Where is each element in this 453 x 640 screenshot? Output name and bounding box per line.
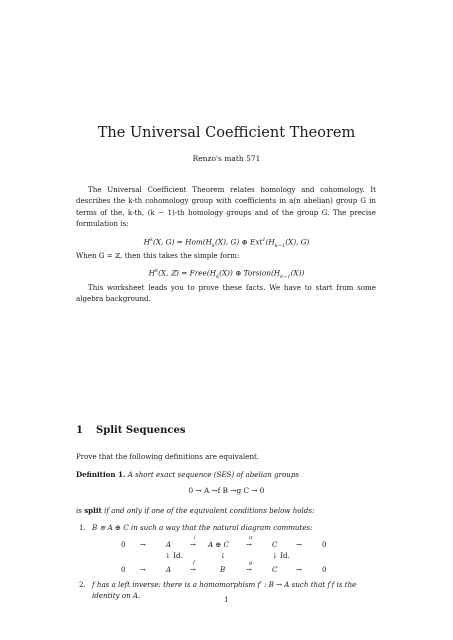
equation-uct: $H^k(X$, $G) = Hom(H_k(X)$, G) ⊕ $Ext^1(H_{k-1}(X)$, G) (143, 237, 310, 249)
equation-integers: $H^k(X$, ℤ) = $Free(H_k(X))$ ⊕ $Torsion(H_{k-1}(X))$ (148, 268, 305, 280)
section-intro: Prove that the following definitions are equivalent. (76, 452, 260, 461)
intro-paragraph: The Universal Coefficient Theorem relates homology and cohomology. It describes the k-th cohomology group with coefficients in a(n abelian) group G in terms of the, k-th, (k − 1)-th homology groups and of the group G. The precise formulation is: (76, 185, 376, 228)
worksheet-paragraph: This worksheet leads you to prove these facts. We have to start from some algebra background. (76, 283, 376, 304)
page-number: 1 (224, 596, 229, 604)
section-number: 1 (76, 425, 83, 436)
section-title: Split Sequences (96, 425, 186, 436)
definition-1 (76, 469, 376, 480)
condition-2: 2. f has a left inverse: there is a homomorphism f′ : B → A such that f′f is the identity on A. (79, 580, 357, 601)
diagram-vertical-arrows: ↓ Id. ↓ ↓ Id. (165, 551, 290, 560)
document-title: The Universal Coefficient Theorem (97, 125, 356, 141)
ses-sequence: 0 → A →f B →g C → 0 (188, 486, 265, 495)
condition-1: 1. B ≅ A ⊕ C in such a way that the natural diagram commutes: (79, 523, 313, 532)
split-term: split (84, 506, 102, 515)
section-heading (76, 425, 185, 436)
when-text: When G = ℤ, then this takes the simple form: (76, 251, 240, 260)
author: Renzo's math 571 (192, 154, 261, 163)
definition-text: A short exact sequence (SES) of abelian groups (127, 470, 300, 479)
split-definition: is split if and only if one of the equivalent conditions below holds: (76, 506, 315, 515)
commutative-diagram: 0 → A → i A ⊕ C → π C → 0 (121, 535, 327, 549)
definition-label: Definition 1. (76, 470, 126, 479)
diagram-bottom-row: 0 → A → f B → g C → 0 (121, 560, 327, 574)
